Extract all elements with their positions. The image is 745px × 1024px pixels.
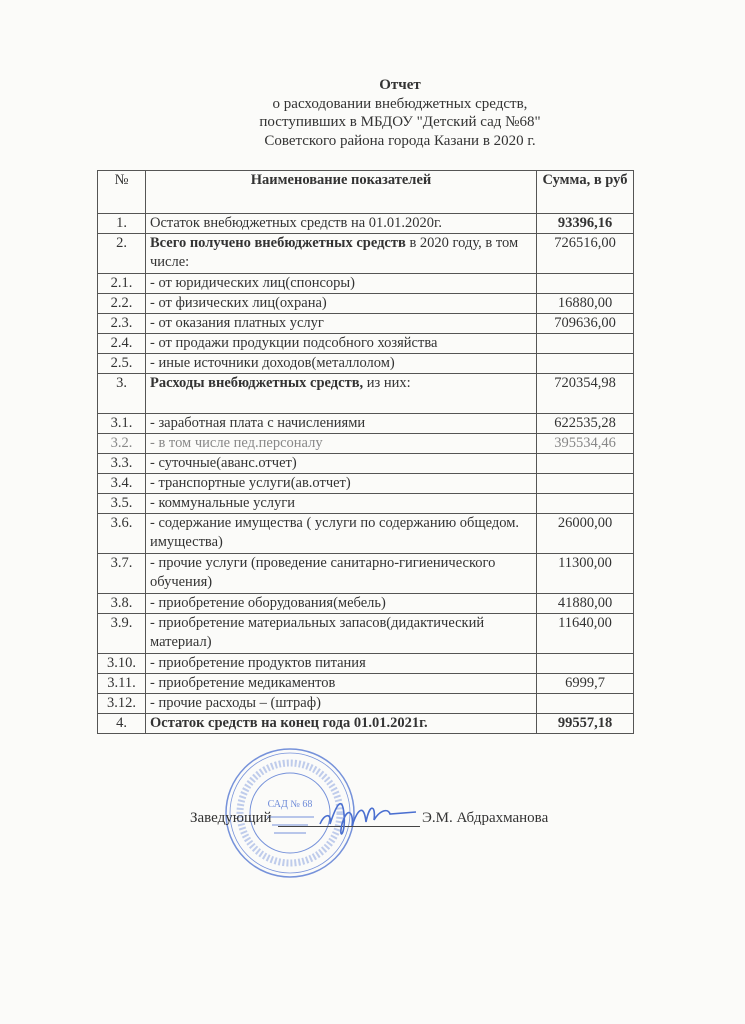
row-name bbox=[146, 494, 537, 514]
table-row bbox=[98, 414, 634, 434]
row-name bbox=[146, 274, 537, 294]
row-name bbox=[146, 714, 537, 734]
row-name-text: - транспортные услуги(ав.отчет) bbox=[150, 475, 351, 491]
row-number: 3.9. bbox=[98, 614, 146, 654]
table-row bbox=[98, 554, 634, 594]
table-row bbox=[98, 674, 634, 694]
row-number: 2.4. bbox=[98, 334, 146, 354]
table-row bbox=[98, 454, 634, 474]
title-line-4: Советского района города Казани в 2020 г. bbox=[264, 132, 536, 149]
table-row bbox=[98, 474, 634, 494]
table-row bbox=[98, 514, 634, 554]
row-name-text: - прочие услуги (проведение санитарно-гигиенического обучения) bbox=[150, 555, 496, 590]
row-number: 1. bbox=[98, 214, 146, 234]
table-row bbox=[98, 294, 634, 314]
row-name-text: - суточные(аванс.отчет) bbox=[150, 455, 297, 471]
table-row bbox=[98, 214, 634, 234]
title-line-3: поступивших в МБДОУ "Детский сад №68" bbox=[259, 114, 541, 130]
report-table bbox=[97, 170, 634, 734]
row-sum bbox=[537, 454, 634, 474]
signature-name: Э.М. Абдрахманова bbox=[422, 810, 549, 826]
row-sum bbox=[537, 494, 634, 514]
table-row bbox=[98, 714, 634, 734]
row-number: 2.5. bbox=[98, 354, 146, 374]
row-number: 3. bbox=[98, 374, 146, 414]
row-sum: 26000,00 bbox=[537, 514, 634, 554]
row-name bbox=[146, 234, 537, 274]
row-name bbox=[146, 594, 537, 614]
row-name bbox=[146, 674, 537, 694]
table-row bbox=[98, 594, 634, 614]
row-number: 2. bbox=[98, 234, 146, 274]
row-number: 2.1. bbox=[98, 274, 146, 294]
row-name-text: - приобретение продуктов питания bbox=[150, 655, 366, 671]
row-name-bold: Расходы внебюджетных средств, bbox=[150, 375, 364, 391]
row-number: 3.12. bbox=[98, 694, 146, 714]
row-number: 3.8. bbox=[98, 594, 146, 614]
row-name bbox=[146, 294, 537, 314]
row-number: 3.3. bbox=[98, 454, 146, 474]
row-name-text: - коммунальные услуги bbox=[150, 495, 295, 511]
header-number: № bbox=[98, 171, 146, 214]
row-sum: 720354,98 bbox=[537, 374, 634, 414]
row-sum bbox=[537, 474, 634, 494]
row-name bbox=[146, 554, 537, 594]
header-name: Наименование показателей bbox=[146, 171, 537, 214]
row-sum: 726516,00 bbox=[537, 234, 634, 274]
table-row bbox=[98, 654, 634, 674]
row-sum: 395534,46 bbox=[537, 434, 634, 454]
table-row bbox=[98, 274, 634, 294]
table-row bbox=[98, 374, 634, 414]
row-name bbox=[146, 354, 537, 374]
signature-role: Заведующий bbox=[190, 810, 272, 826]
row-name-text: - от продажи продукции подсобного хозяйства bbox=[150, 335, 438, 351]
row-sum: 93396,16 bbox=[537, 214, 634, 234]
row-name bbox=[146, 694, 537, 714]
row-number: 3.10. bbox=[98, 654, 146, 674]
row-sum: 6999,7 bbox=[537, 674, 634, 694]
row-sum: 709636,00 bbox=[537, 314, 634, 334]
row-sum bbox=[537, 694, 634, 714]
row-sum bbox=[537, 654, 634, 674]
row-name-text: - приобретение медикаментов bbox=[150, 675, 336, 691]
row-sum: 11640,00 bbox=[537, 614, 634, 654]
row-name bbox=[146, 454, 537, 474]
row-name-text: - иные источники доходов(металлолом) bbox=[150, 355, 395, 371]
row-name bbox=[146, 334, 537, 354]
title-line-2: о расходовании внебюджетных средств, bbox=[272, 95, 528, 112]
row-number: 4. bbox=[98, 714, 146, 734]
svg-text:САД № 68: САД № 68 bbox=[267, 799, 313, 810]
row-name bbox=[146, 514, 537, 554]
row-number: 3.4. bbox=[98, 474, 146, 494]
row-name bbox=[146, 474, 537, 494]
row-name-text: - в том числе пед.персоналу bbox=[150, 435, 323, 451]
row-sum: 99557,18 bbox=[537, 714, 634, 734]
row-name-text: Остаток внебюджетных средств на 01.01.2020г. bbox=[150, 215, 442, 231]
row-sum: 16880,00 bbox=[537, 294, 634, 314]
row-name-bold: Остаток средств на конец года 01.01.2021г. bbox=[150, 715, 428, 731]
table-row bbox=[98, 494, 634, 514]
row-number: 2.2. bbox=[98, 294, 146, 314]
header-sum: Сумма, в руб bbox=[537, 171, 634, 214]
row-sum bbox=[537, 334, 634, 354]
table-row bbox=[98, 694, 634, 714]
row-name bbox=[146, 214, 537, 234]
row-name-text: - приобретение оборудования(мебель) bbox=[150, 595, 386, 611]
table-row bbox=[98, 614, 634, 654]
row-name bbox=[146, 414, 537, 434]
row-number: 3.6. bbox=[98, 514, 146, 554]
row-name bbox=[146, 434, 537, 454]
table-row bbox=[98, 234, 634, 274]
row-name bbox=[146, 374, 537, 414]
row-number: 3.7. bbox=[98, 554, 146, 594]
row-number: 3.2. bbox=[98, 434, 146, 454]
row-name-text: из них: bbox=[363, 375, 411, 391]
row-name-text: - прочие расходы – (штраф) bbox=[150, 695, 321, 711]
row-number: 2.3. bbox=[98, 314, 146, 334]
table-row bbox=[98, 314, 634, 334]
row-sum: 11300,00 bbox=[537, 554, 634, 594]
row-name bbox=[146, 654, 537, 674]
row-name bbox=[146, 614, 537, 654]
table-row bbox=[98, 334, 634, 354]
title-line-1: Отчет bbox=[379, 77, 421, 93]
row-name-text: - от физических лиц(охрана) bbox=[150, 295, 327, 311]
report-title bbox=[150, 76, 650, 150]
row-name-bold: Всего получено внебюджетных средств bbox=[150, 235, 406, 251]
row-number: 3.1. bbox=[98, 414, 146, 434]
row-name-text: в 2020 году, в том числе: bbox=[150, 235, 519, 270]
row-sum bbox=[537, 354, 634, 374]
row-sum: 622535,28 bbox=[537, 414, 634, 434]
row-name-text: - заработная плата с начислениями bbox=[150, 415, 366, 431]
row-sum bbox=[537, 274, 634, 294]
row-name-text: - от юридических лиц(спонсоры) bbox=[150, 275, 355, 291]
row-name-text: - приобретение материальных запасов(дидактический материал) bbox=[150, 615, 485, 650]
row-number: 3.5. bbox=[98, 494, 146, 514]
table-row bbox=[98, 434, 634, 454]
row-number: 3.11. bbox=[98, 674, 146, 694]
row-sum: 41880,00 bbox=[537, 594, 634, 614]
handwritten-signature bbox=[318, 784, 418, 844]
row-name-text: - содержание имущества ( услуги по содержанию общедом. имущества) bbox=[150, 515, 519, 550]
row-name-text: - от оказания платных услуг bbox=[150, 315, 324, 331]
row-name bbox=[146, 314, 537, 334]
table-row bbox=[98, 354, 634, 374]
